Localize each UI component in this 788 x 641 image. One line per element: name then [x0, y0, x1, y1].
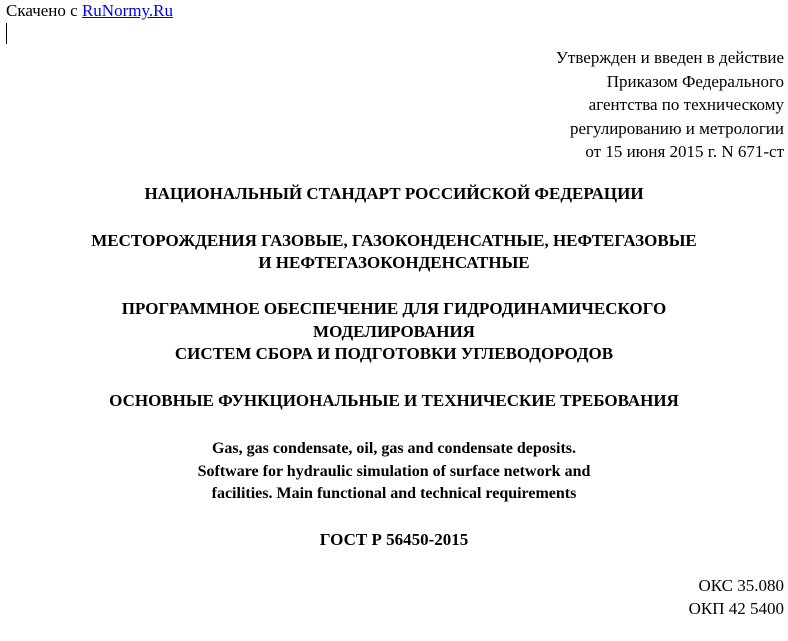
heading-line: Software for hydraulic simulation of surface network and [197, 462, 591, 480]
deposits-heading [0, 230, 788, 274]
approval-line: регулированию и метрологии [569, 118, 784, 138]
approval-block [556, 46, 784, 164]
approval-line: Приказом Федерального [606, 71, 784, 91]
gost-number [0, 529, 788, 551]
source-line [6, 1, 173, 21]
approval-line: Утвержден и введен в действие [555, 48, 784, 67]
approval-line: агентства по техническому [588, 95, 784, 115]
okp-code: ОКП 42 5400 [688, 598, 784, 618]
heading-line: СИСТЕМ СБОРА И ПОДГОТОВКИ УГЛЕВОДОРОДОВ [174, 344, 614, 363]
heading-line: И НЕФТЕГАЗОКОНДЕНСАТНЫЕ [258, 253, 530, 272]
heading-line: ПРОГРАММНОЕ ОБЕСПЕЧЕНИЕ ДЛЯ ГИДРОДИНАМИЧЕСКОГО [121, 299, 667, 318]
heading-line: facilities. Main functional and technical requirements [211, 485, 577, 502]
heading-line: МОДЕЛИРОВАНИЯ [313, 321, 475, 341]
heading-line: МЕСТОРОЖДЕНИЯ ГАЗОВЫЕ, ГАЗОКОНДЕНСАТНЫЕ, НЕФТЕГАЗОВЫЕ [91, 231, 697, 250]
classification-codes [689, 575, 784, 620]
national-standard-heading [0, 183, 788, 205]
english-title [0, 438, 788, 506]
oks-code: ОКС 35.080 [698, 576, 784, 595]
text-cursor [6, 23, 7, 44]
software-heading [0, 298, 788, 366]
requirements-heading [0, 390, 788, 412]
source-prefix: Скачено с [6, 1, 78, 20]
heading-line: Gas, gas condensate, oil, gas and condensate deposits. [211, 440, 577, 457]
approval-line: от 15 июня 2015 г. N 671-ст [585, 142, 784, 162]
heading-line: ГОСТ Р 56450-2015 [319, 530, 469, 549]
heading-line: НАЦИОНАЛЬНЫЙ СТАНДАРТ РОССИЙСКОЙ ФЕДЕРАЦИИ [144, 184, 644, 203]
source-link[interactable]: RuNormy.Ru [81, 1, 173, 20]
heading-line: ОСНОВНЫЕ ФУНКЦИОНАЛЬНЫЕ И ТЕХНИЧЕСКИЕ ТРЕБОВАНИЯ [109, 391, 679, 410]
